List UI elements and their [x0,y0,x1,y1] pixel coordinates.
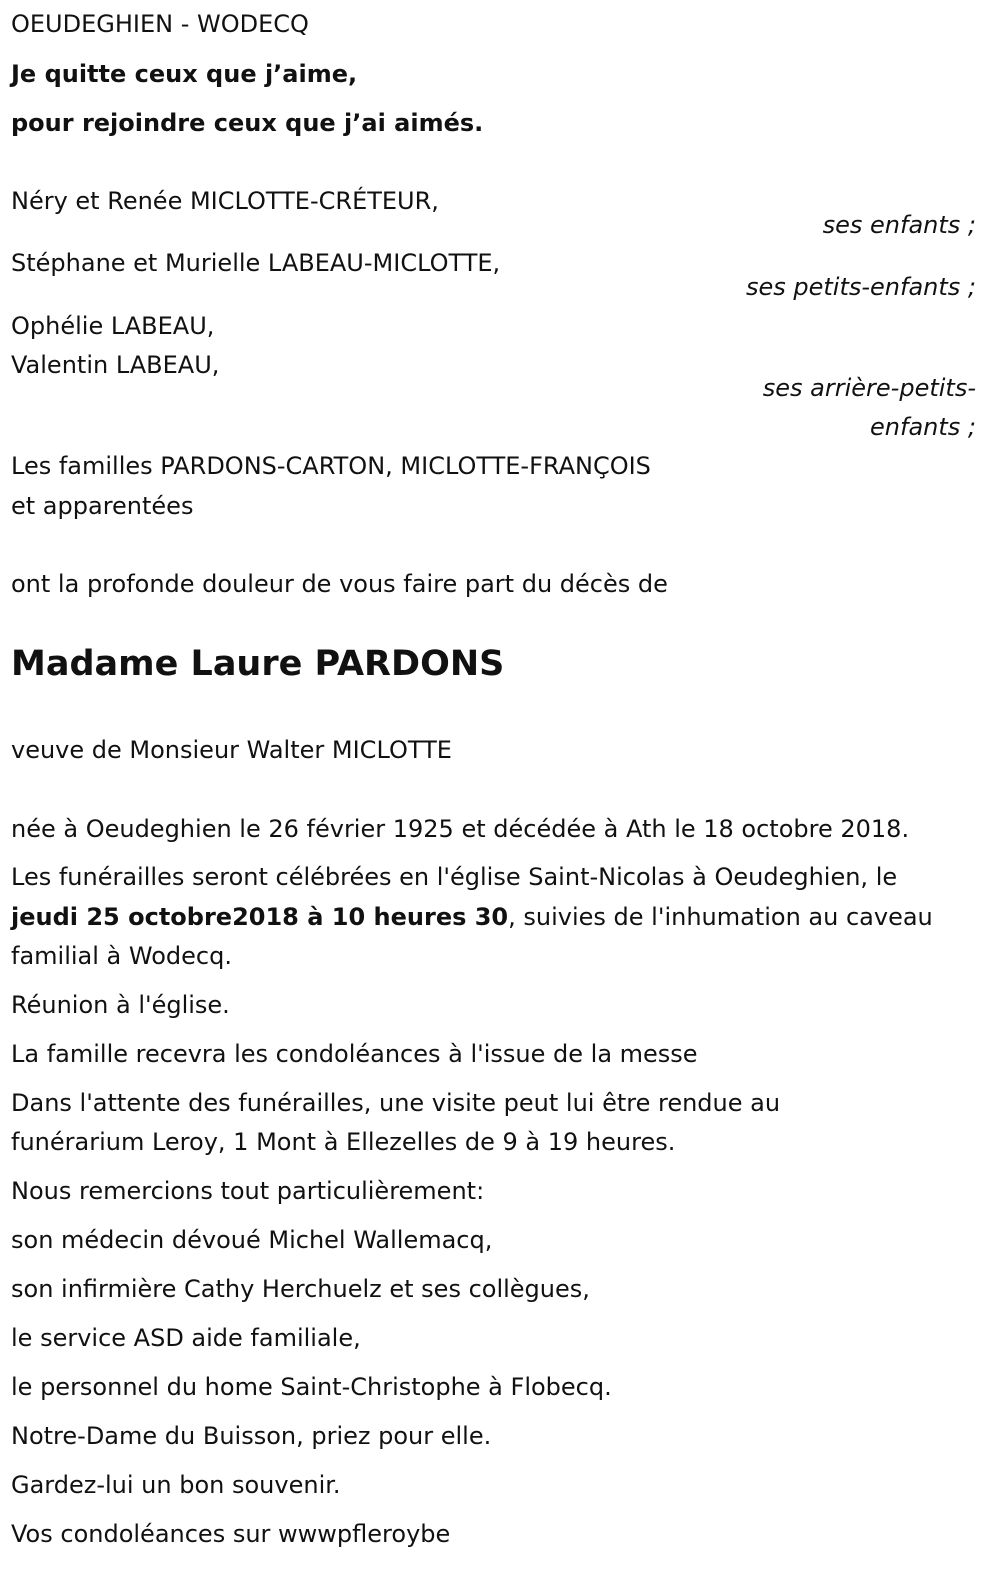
condolences-reception: La famille recevra les condoléances à l'issue de la messe [11,1040,698,1068]
thanks-item: son médecin dévoué Michel Wallemacq, [11,1226,493,1254]
visit-line-2: funérarium Leroy, 1 Mont à Ellezelles de 9 à 19 heures. [11,1128,676,1156]
thanks-intro: Nous remercions tout particulièrement: [11,1177,485,1205]
thanks-item: le service ASD aide familiale, [11,1324,361,1352]
quote-line-1: Je quitte ceux que j’aime, [11,60,358,88]
funeral-line-2-rest: , suivies de l'inhumation au caveau [508,903,933,931]
announcement: ont la profonde douleur de vous faire part du décès de [11,570,668,598]
widow-of: veuve de Monsieur Walter MICLOTTE [11,736,452,764]
funeral-line-3: familial à Wodecq. [11,942,232,970]
great-grandchildren-role-1: ses arrière-petits- [762,374,976,402]
prayer: Notre-Dame du Buisson, priez pour elle. [11,1422,492,1450]
online-condolences: Vos condoléances sur wwwpfleroybe [11,1520,451,1548]
thanks-item: le personnel du home Saint-Christophe à Flobecq. [11,1373,612,1401]
visit-line-1: Dans l'attente des funérailles, une visite peut lui être rendue au [11,1089,781,1117]
children-names: Néry et Renée MICLOTTE-CRÉTEUR, [11,187,439,215]
families-line-2: et apparentées [11,492,194,520]
remember: Gardez-lui un bon souvenir. [11,1471,341,1499]
grandchildren-names: Stéphane et Murielle LABEAU-MICLOTTE, [11,249,501,277]
great-grandchild-2: Valentin LABEAU, [11,351,220,379]
location-header: OEUDEGHIEN - WODECQ [11,10,309,38]
great-grandchildren-role-2: enfants ; [870,413,976,441]
quote-line-2: pour rejoindre ceux que j’ai aimés. [11,109,484,137]
grandchildren-role: ses petits-enfants ; [745,273,976,301]
funeral-line-1: Les funérailles seront célébrées en l'église Saint-Nicolas à Oeudeghien, le [11,863,898,891]
children-role: ses enfants ; [822,211,976,239]
meeting: Réunion à l'église. [11,991,230,1019]
funeral-line-2 [11,897,933,937]
families-line-1: Les familles PARDONS-CARTON, MICLOTTE-FRANÇOIS [11,452,651,480]
deceased-name: Madame Laure PARDONS [11,644,505,684]
great-grandchild-1: Ophélie LABEAU, [11,312,215,340]
funeral-date: jeudi 25 octobre2018 à 10 heures 30 [11,903,509,931]
birth-death: née à Oeudeghien le 26 février 1925 et décédée à Ath le 18 octobre 2018. [11,815,910,843]
thanks-item: son infirmière Cathy Herchuelz et ses collègues, [11,1275,590,1303]
